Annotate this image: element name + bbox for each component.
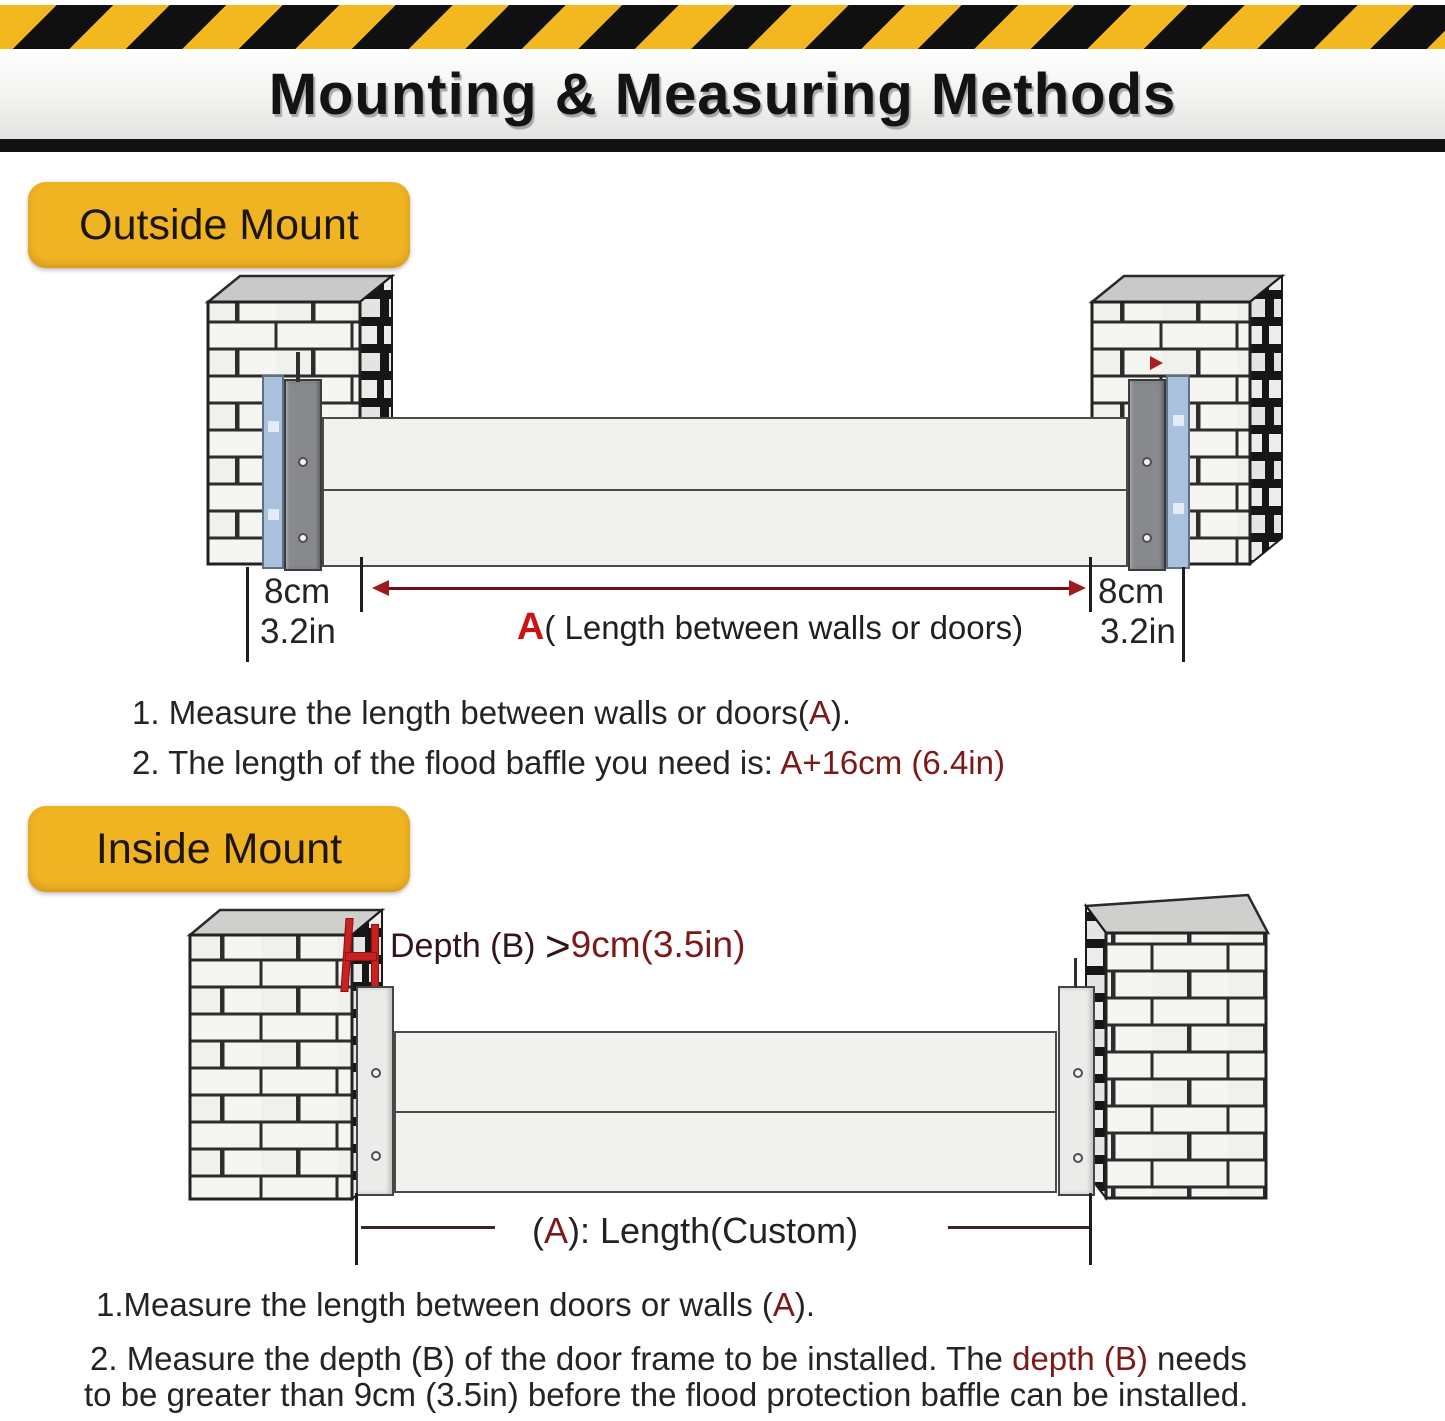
red-pointer-icon [1150, 356, 1163, 370]
depth-gauge-rung [345, 952, 377, 961]
step-text: 2. The length of the flood baffle you need is: [132, 744, 781, 781]
step-text: ). [830, 694, 852, 731]
screw-hole [298, 457, 308, 467]
screw-hole [298, 533, 308, 543]
arrowhead-left-icon [372, 580, 389, 596]
seal-reflection [268, 509, 279, 520]
measure-segment [361, 1226, 495, 1229]
step-text: 1.Measure the length between doors or walls ( [96, 1286, 773, 1323]
step-em: A+16cm (6.4in) [780, 744, 1005, 781]
right-offset-cm: 8cm [1098, 572, 1165, 611]
measure-line [355, 1193, 358, 1265]
left-offset-cm: 8cm [264, 572, 331, 611]
step-em: A [772, 1286, 795, 1323]
right-seal-strip [1166, 375, 1190, 569]
outside-mount-badge [28, 182, 410, 268]
label-A: A [544, 1210, 569, 1251]
step-em: A [808, 694, 831, 731]
inside-right-brick-pillar [1076, 890, 1276, 1202]
measure-segment [948, 1226, 1090, 1229]
measure-line [1089, 1193, 1092, 1265]
length-label-A: A [516, 606, 545, 648]
flood-baffle-panel-inside [394, 1031, 1057, 1193]
seal-reflection [268, 421, 279, 432]
right-mounting-bar [1128, 379, 1166, 571]
measure-line [1182, 567, 1185, 662]
step-text: 2. Measure the depth (B) of the door frame to be installed. The [90, 1340, 1013, 1377]
inside-step-2-continued [84, 1376, 1248, 1414]
screw-hole [371, 1151, 381, 1161]
arrowhead-right-icon [1069, 580, 1086, 596]
length-arrow [372, 580, 1086, 598]
screw-hole [1142, 533, 1152, 543]
step-text: needs [1147, 1340, 1247, 1377]
arrow-shaft [382, 587, 1076, 590]
flood-baffle-panel-outside [322, 417, 1128, 567]
screw-hole [1073, 1068, 1083, 1078]
locking-pin [1074, 958, 1077, 988]
screw-hole [371, 1068, 381, 1078]
baffle-seam [324, 489, 1126, 491]
depth-label-value: 9cm(3.5in) [570, 924, 746, 965]
label-close: ): Length(Custom) [568, 1210, 859, 1251]
seal-reflection [1173, 503, 1184, 514]
locking-pin [296, 352, 300, 382]
custom-length-label [532, 1210, 858, 1252]
baffle-seam [396, 1111, 1055, 1113]
inside-right-mounting-bar [1058, 986, 1095, 1196]
left-seal-strip [262, 375, 284, 569]
screw-hole [1073, 1153, 1083, 1163]
step-text: 1. Measure the length between walls or doors( [132, 694, 809, 731]
left-offset-inch: 3.2in [260, 612, 336, 651]
step-text: to be greater than 9cm (3.5in) before the flood protection baffle can be installed. [84, 1376, 1249, 1413]
inside-mount-badge [28, 806, 410, 892]
page-title: Mounting & Measuring Methods [268, 61, 1177, 127]
outside-step-2 [132, 744, 1005, 782]
inside-mount-badge-label: Inside Mount [95, 824, 343, 873]
inside-step-2 [90, 1340, 1247, 1378]
measure-line [246, 567, 249, 662]
depth-label-pre: Depth (B) [390, 927, 545, 965]
title-band [0, 49, 1445, 139]
greater-than-sign: > [544, 922, 571, 971]
seal-reflection [1173, 415, 1184, 426]
screw-hole [1142, 457, 1152, 467]
depth-gauge-icon [343, 916, 383, 996]
hazard-stripe-banner [0, 5, 1445, 49]
banner-divider [0, 139, 1445, 152]
label-open-paren: ( [532, 1210, 544, 1251]
depth-label [390, 922, 745, 972]
outside-step-1 [132, 694, 851, 732]
step-em: depth (B) [1012, 1340, 1148, 1377]
left-mounting-bar [284, 379, 322, 571]
right-offset-inch: 3.2in [1100, 612, 1176, 651]
length-label [440, 606, 1100, 649]
inside-left-mounting-bar [356, 986, 394, 1196]
inside-step-1 [96, 1286, 815, 1324]
measure-tick [360, 557, 363, 612]
measure-tick [1089, 557, 1092, 612]
step-text: ). [794, 1286, 816, 1323]
outside-mount-badge-label: Outside Mount [79, 200, 359, 249]
length-label-text: ( Length between walls or doors) [544, 609, 1024, 646]
